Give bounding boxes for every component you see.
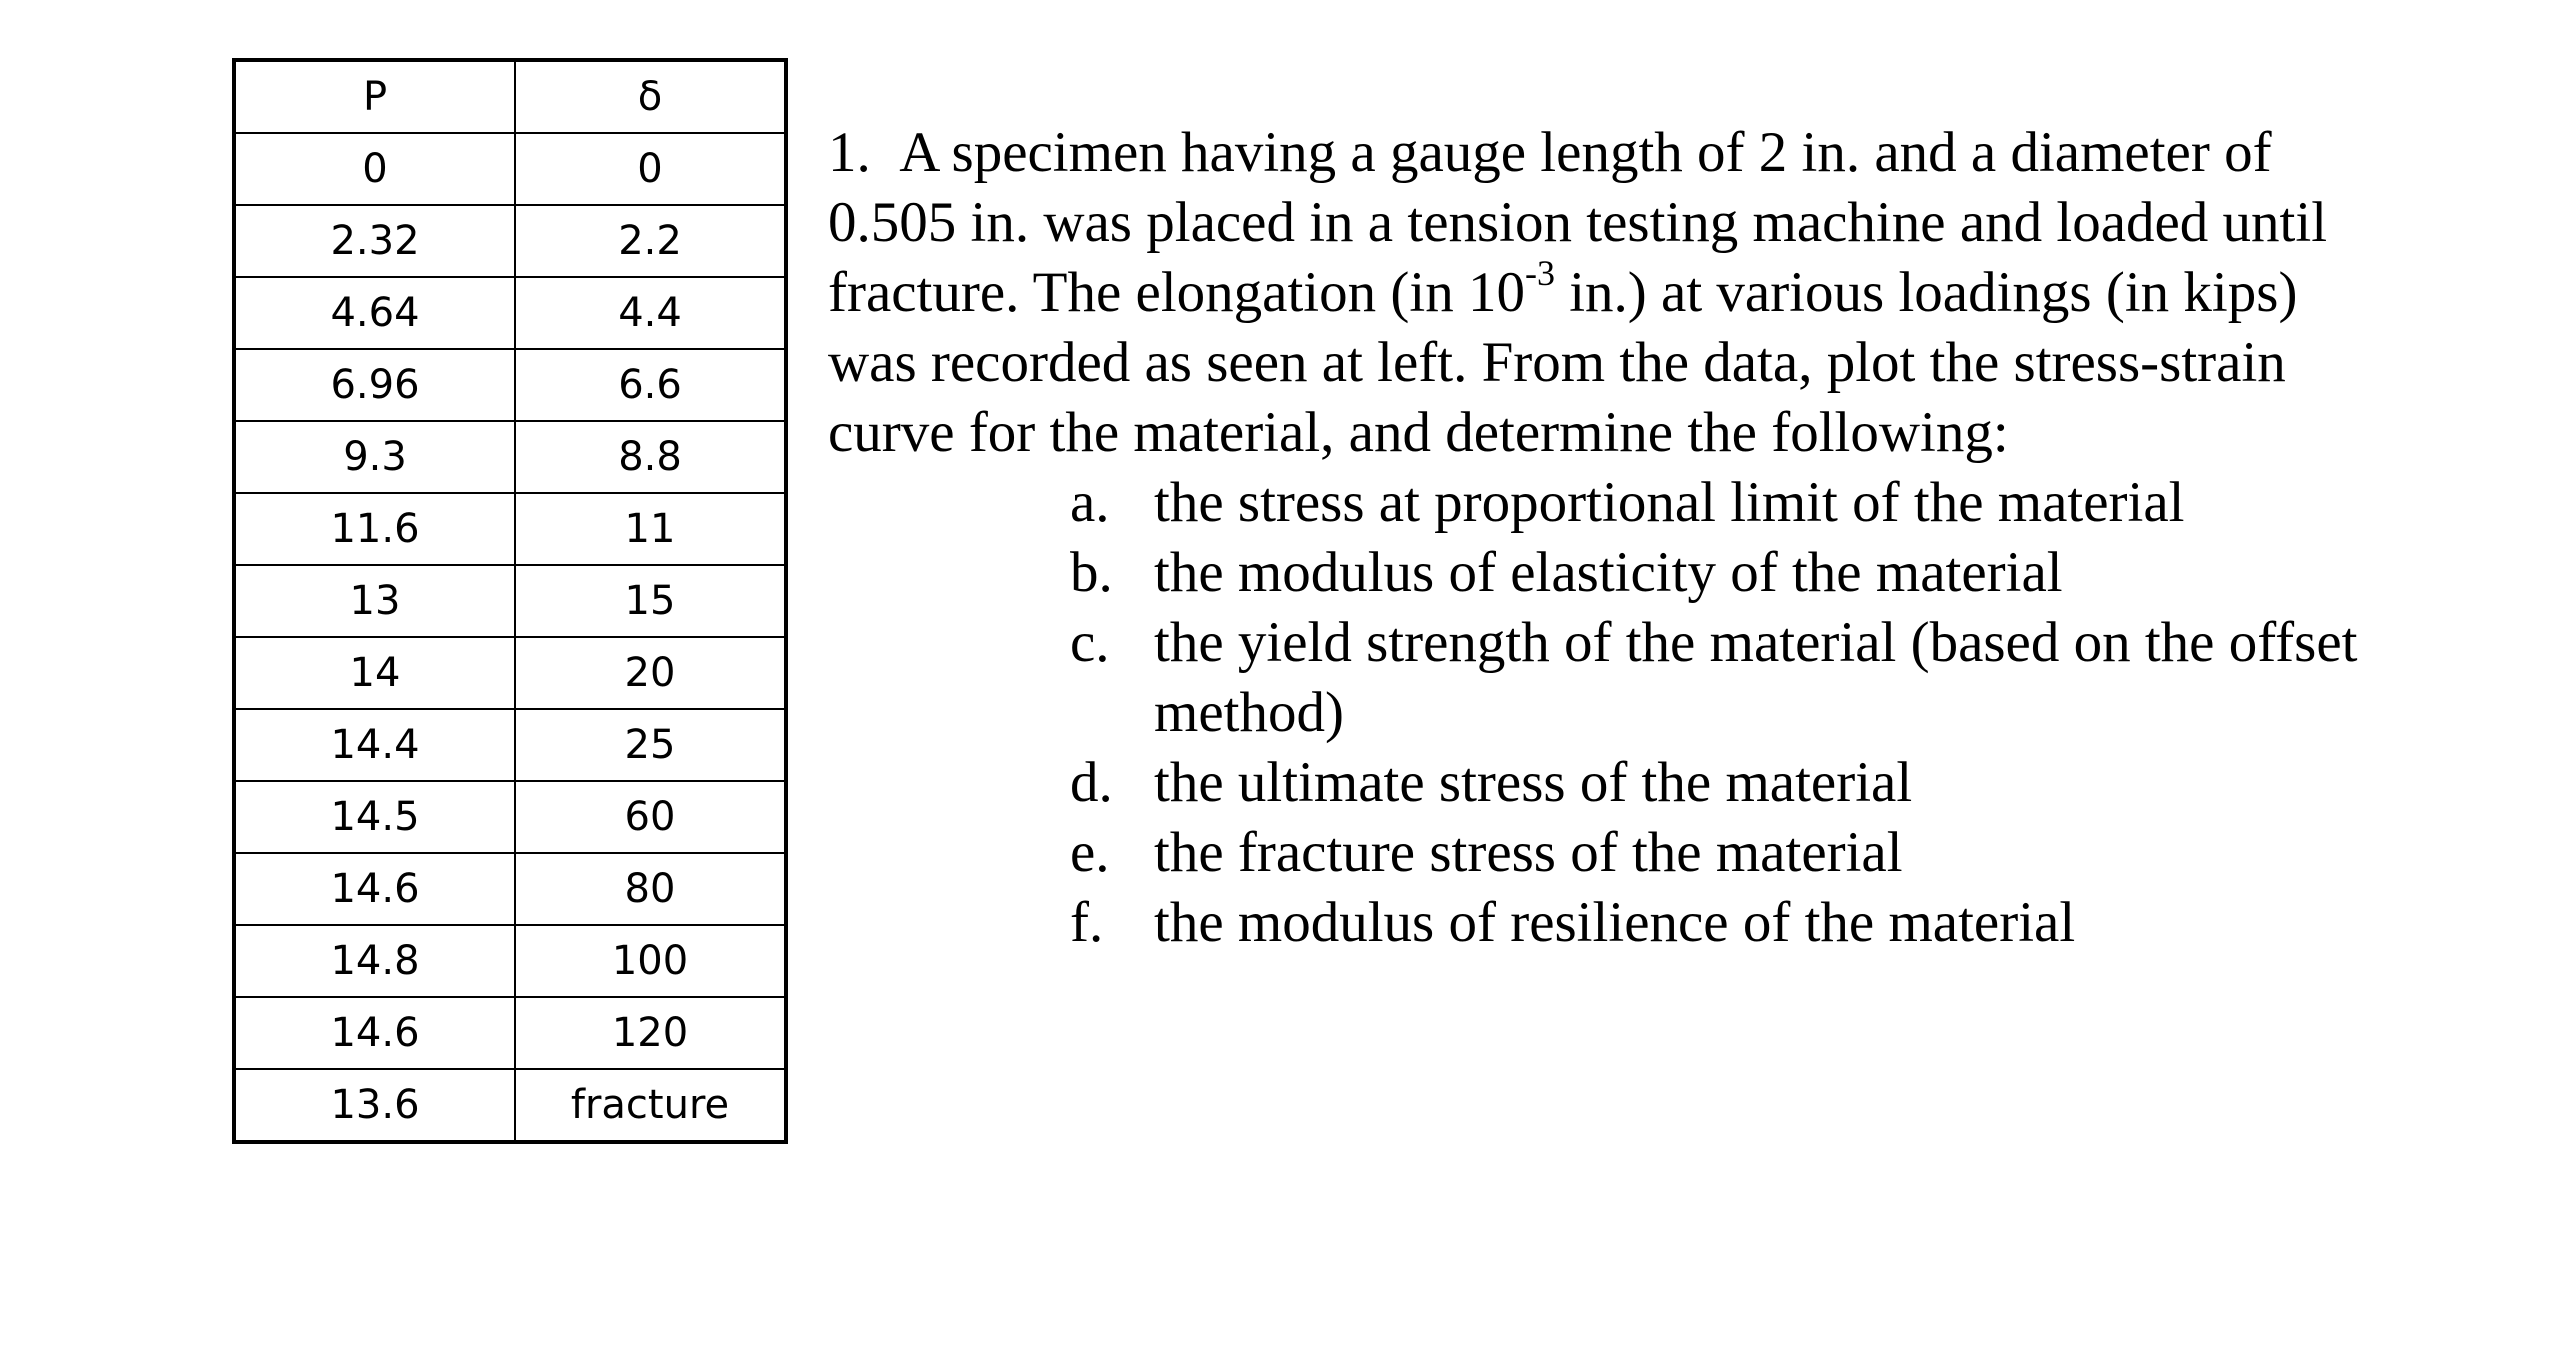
- question-parts-list: [828, 468, 2388, 958]
- load-elongation-table: [232, 58, 788, 1144]
- problem-text-part2: in.) at various loadings (in kips) was recorded as seen at left. From the data, plot the stress-strain curve for the material, and determine the following:: [828, 261, 2298, 464]
- table-row: [234, 781, 786, 853]
- elongation-cell: 8.8: [515, 421, 786, 493]
- problem-text: [828, 118, 2388, 468]
- load-cell: 14.8: [234, 925, 515, 997]
- question-part-label: c.: [1070, 611, 1110, 674]
- elongation-cell: 11: [515, 493, 786, 565]
- problem-statement: [828, 118, 2388, 958]
- elongation-cell: 0: [515, 133, 786, 205]
- question-part-text: the modulus of elasticity of the material: [1154, 541, 2063, 604]
- question-part-text: the fracture stress of the material: [1154, 821, 1903, 884]
- question-part: [1070, 538, 2388, 608]
- question-part: [1070, 748, 2388, 818]
- load-cell: 14.5: [234, 781, 515, 853]
- load-cell: 14: [234, 637, 515, 709]
- load-cell: 11.6: [234, 493, 515, 565]
- elongation-cell: 25: [515, 709, 786, 781]
- load-cell: 14.6: [234, 997, 515, 1069]
- table-row: [234, 853, 786, 925]
- question-part-label: a.: [1070, 471, 1110, 534]
- question-part-text: the ultimate stress of the material: [1154, 751, 1913, 814]
- elongation-cell: 120: [515, 997, 786, 1069]
- table-row: [234, 925, 786, 997]
- table-row: [234, 349, 786, 421]
- problem-number: 1.: [828, 121, 871, 184]
- table-row: [234, 997, 786, 1069]
- question-part: [1070, 888, 2388, 958]
- table-header-row: [234, 60, 786, 133]
- elongation-cell: fracture: [515, 1069, 786, 1142]
- question-part: [1070, 608, 2388, 748]
- question-part-text: the modulus of resilience of the material: [1154, 891, 2076, 954]
- column-header-elongation: δ: [515, 60, 786, 133]
- elongation-cell: 2.2: [515, 205, 786, 277]
- table-row: [234, 637, 786, 709]
- column-header-load: P: [234, 60, 515, 133]
- problem-text-part1: A specimen having a gauge length of 2 in. and a diameter of 0.505 in. was placed in a tension testing machine and loaded until fracture. The elongation (in 10: [828, 121, 2328, 324]
- table-body: [234, 133, 786, 1142]
- load-cell: 6.96: [234, 349, 515, 421]
- elongation-cell: 6.6: [515, 349, 786, 421]
- table-row: [234, 709, 786, 781]
- table-row: [234, 493, 786, 565]
- load-cell: 0: [234, 133, 515, 205]
- table-row: [234, 133, 786, 205]
- question-part-label: f.: [1070, 891, 1104, 954]
- table-row: [234, 421, 786, 493]
- question-part-label: b.: [1070, 541, 1113, 604]
- question-part-text: the stress at proportional limit of the material: [1154, 471, 2185, 534]
- question-part-label: d.: [1070, 751, 1113, 814]
- question-part: [1070, 468, 2388, 538]
- question-part-label: e.: [1070, 821, 1110, 884]
- load-cell: 13.6: [234, 1069, 515, 1142]
- table-row: [234, 205, 786, 277]
- table-row: [234, 277, 786, 349]
- load-cell: 13: [234, 565, 515, 637]
- load-cell: 9.3: [234, 421, 515, 493]
- exponent: -3: [1524, 253, 1555, 293]
- question-part: [1070, 818, 2388, 888]
- elongation-cell: 20: [515, 637, 786, 709]
- load-cell: 14.6: [234, 853, 515, 925]
- elongation-cell: 60: [515, 781, 786, 853]
- elongation-cell: 4.4: [515, 277, 786, 349]
- question-part-text: the yield strength of the material (based on the offset method): [1154, 611, 2358, 744]
- load-cell: 14.4: [234, 709, 515, 781]
- elongation-cell: 100: [515, 925, 786, 997]
- table-row: [234, 565, 786, 637]
- table-row: [234, 1069, 786, 1142]
- load-cell: 4.64: [234, 277, 515, 349]
- elongation-cell: 80: [515, 853, 786, 925]
- load-cell: 2.32: [234, 205, 515, 277]
- elongation-cell: 15: [515, 565, 786, 637]
